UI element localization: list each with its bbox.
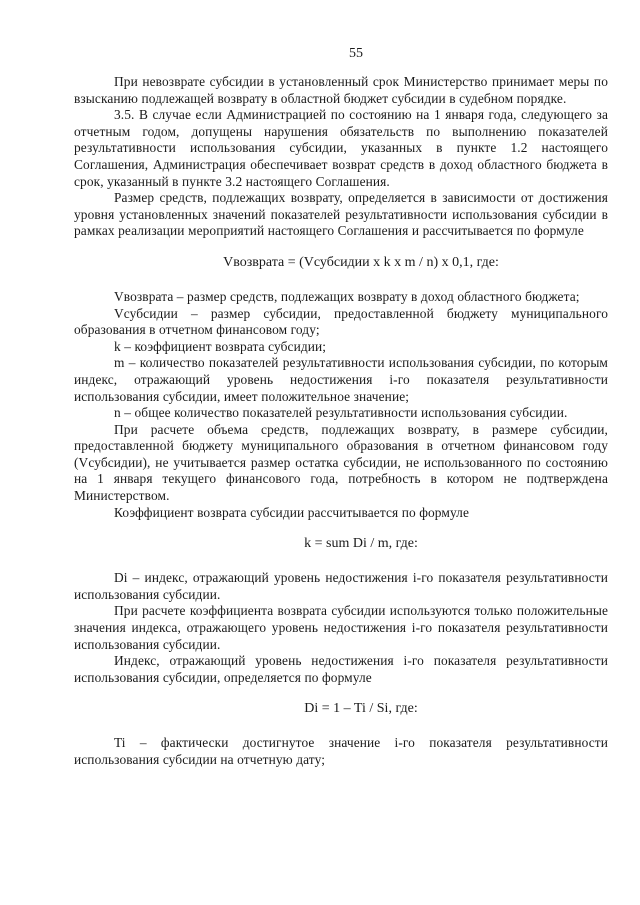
formula-coefficient: k = sum Di / m, где: xyxy=(304,536,418,552)
definition-k: k – коэффициент возврата субсидии; xyxy=(114,338,327,354)
definition-di: Di – индекс, отражающий уровень недостижения i-го показателя результативности использования субсидии. xyxy=(74,570,608,602)
definition-v-subsidy: Vсубсидии – размер субсидии, предоставленной бюджету муниципального образования в отчетном финансовом году; xyxy=(74,305,608,338)
definition-v-return: Vвозврата – размер средств, подлежащих возврату в доход областного бюджета; xyxy=(114,288,580,304)
paragraph-positive-index-only: При расчете коэффициента возврата субсидии используются только положительные значения индекса, отражающего уровень недостижения i-го показателя результативности использования субсидии. xyxy=(74,603,608,652)
definition-m: m – количество показателей результативности использования субсидии, по которым индекс, отражающий уровень недостижения i-го показателя результативности использования субсидии, имеет положительное значение; xyxy=(74,355,608,404)
definition-n: n – общее количество показателей результативности использования субсидии. xyxy=(114,405,568,421)
paragraph-3-5-violation: 3.5. В случае если Администрацией по состоянию на 1 января года, следующего за отчетным годом, допущены нарушения обязательств по выполнению показателей результативности использования субсидии, указанных в пункте 1.2 настоящего Соглашения, Администрация обеспечивает возврат средств в доход областного бюджета в срок, указанный в пункте 3.2 настоящего Соглашения. xyxy=(74,107,608,189)
paragraph-remainder-exclusion: При расчете объема средств, подлежащих возврату, в размере субсидии, предоставленной бюджету муниципального образования в отчетном финансовом году (Vсубсидии), не учитывается размер остатка субсидии, не использованного по состоянию на 1 января текущего финансового года, потребность в котором не подтверждена Министерством. xyxy=(74,421,608,504)
page-number: 55 xyxy=(349,46,363,61)
paragraph-coefficient-intro: Коэффициент возврата субсидии рассчитывается по формуле xyxy=(114,504,469,520)
formula-index: Di = 1 – Ti / Si, где: xyxy=(304,701,418,717)
paragraph-return-amount-definition: Размер средств, подлежащих возврату, определяется в зависимости от достижения уровня установленных значений показателей результативности использования субсидии в рамках реализации мероприятий настоящего Соглашения и рассчитывается по формуле xyxy=(74,190,608,239)
paragraph-index-intro: Индекс, отражающий уровень недостижения i-го показателя результативности использования субсидии, определяется по формуле xyxy=(74,653,608,685)
formula-return-amount: Vвозврата = (Vсубсидии x k x m / n) x 0,1, где: xyxy=(223,254,499,270)
definition-ti: Ti – фактически достигнутое значение i-го показателя результативности использования субсидии на отчетную дату; xyxy=(74,735,608,767)
paragraph-nonreturn-collection: При невозврате субсидии в установленный срок Министерство принимает меры по взысканию подлежащей возврату в областной бюджет субсидии в судебном порядке. xyxy=(74,74,608,106)
